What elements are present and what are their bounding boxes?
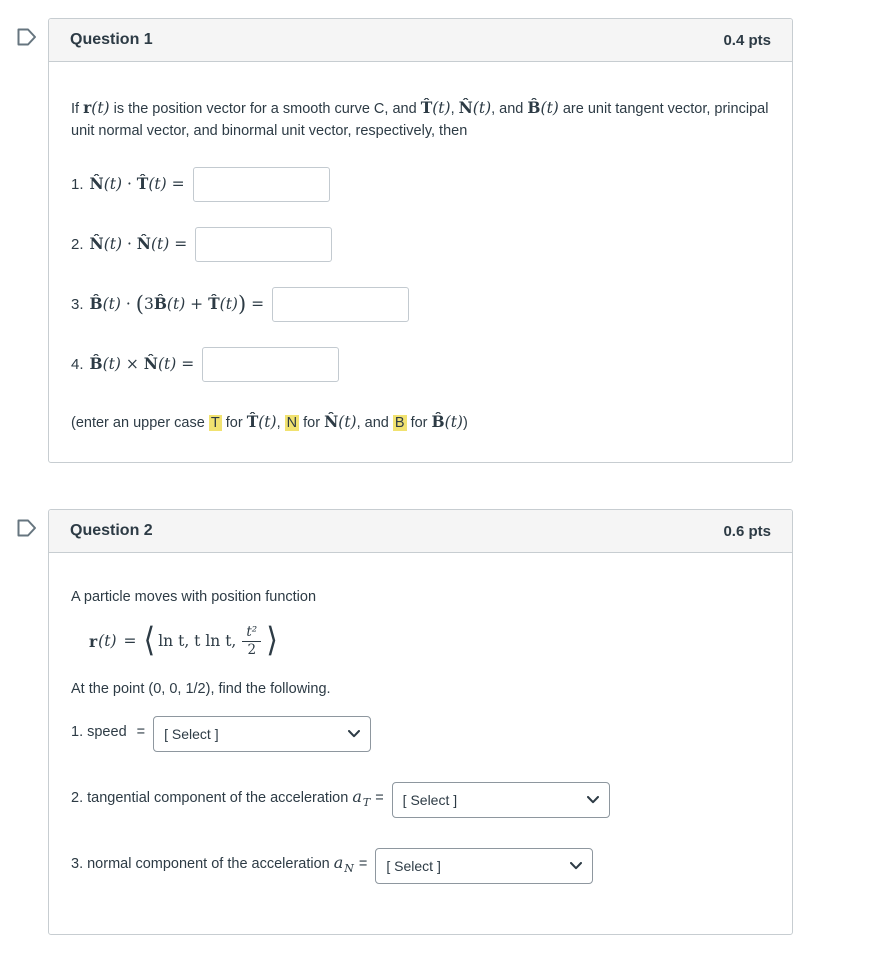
math-run: B̂	[89, 354, 103, 374]
question-2-header	[49, 510, 792, 553]
math-run: (t)	[166, 295, 186, 314]
normal-acceleration-label	[71, 845, 367, 887]
question-1-item-2	[71, 227, 770, 262]
text-run: 2. tangential component of the acceleration	[71, 789, 349, 806]
highlighted-B: B	[394, 414, 405, 431]
question-2-text: A particle moves with position function	[71, 589, 317, 605]
text-run: (enter an upper case	[71, 414, 209, 431]
text-run: 3. normal component of the acceleration	[71, 855, 330, 872]
math-run: =	[169, 235, 188, 254]
math-run: T̂	[136, 174, 149, 194]
item-1-expression	[71, 174, 185, 194]
text-run: for	[406, 414, 432, 431]
text-run: ,	[276, 414, 285, 431]
bookmark-question2-icon[interactable]	[16, 518, 38, 541]
math-run: N̂	[143, 354, 158, 374]
answer-format-note	[71, 412, 770, 431]
item-4-expression	[71, 354, 194, 374]
math-run: 3	[143, 295, 154, 314]
math-run: T̂	[246, 411, 259, 431]
question-2-card	[48, 509, 793, 935]
math-run: B̂	[89, 294, 103, 314]
math-arg: (t)	[98, 632, 117, 650]
question-1-item-4	[71, 347, 770, 382]
tangential-acceleration-select-wrap	[392, 782, 610, 818]
math-vector-T: T̂	[420, 98, 433, 117]
question-1-card	[48, 18, 793, 463]
normal-acceleration-select[interactable]	[375, 848, 593, 884]
math-run: (t)	[103, 175, 123, 194]
math-vector-r: r	[89, 631, 98, 651]
item-2-expression	[71, 234, 187, 254]
bookmark-question1-icon[interactable]	[16, 27, 38, 50]
math-run: ×	[120, 355, 144, 374]
item-3-expression	[71, 292, 264, 316]
math-run: B̂	[431, 411, 445, 431]
math-run: (t)	[258, 412, 277, 431]
text-run: , and	[491, 101, 528, 117]
math-run: ·	[122, 175, 137, 194]
close-angle-bracket: ⟩	[266, 620, 278, 661]
open-paren: (	[135, 292, 144, 317]
text-run: 1. speed	[71, 724, 127, 740]
math-run: (t)	[219, 295, 238, 314]
question-points: 0.4 pts	[723, 31, 771, 49]
fraction-numerator: t²	[242, 624, 261, 641]
math-arg: (t)	[540, 99, 559, 117]
highlighted-N: N	[286, 414, 298, 431]
math-subscript: T	[362, 795, 371, 809]
item-number: 2.	[71, 236, 84, 254]
math-var: a	[333, 852, 344, 872]
math-run: =	[166, 175, 185, 194]
speed-label	[71, 713, 145, 755]
math-vector-r: r	[83, 98, 92, 117]
normal-acceleration-select-wrap	[375, 848, 593, 884]
question-1-body	[49, 62, 792, 463]
answer-input-q1-2[interactable]	[195, 227, 332, 262]
tangential-acceleration-select[interactable]	[392, 782, 610, 818]
highlighted-T: T	[210, 414, 220, 431]
math-vector-B: B̂	[527, 98, 541, 117]
question-title: Question 1	[70, 31, 153, 48]
math-run: =	[246, 295, 265, 314]
text-run: are unit tangent vector, principal unit normal vector, and binormal unit vector, respectively, then	[71, 101, 769, 140]
question-title: Question 2	[70, 522, 153, 539]
equals-sign: =	[136, 724, 146, 740]
math-run: +	[185, 295, 209, 314]
answer-input-q1-4[interactable]	[202, 347, 339, 382]
speed-select[interactable]	[153, 716, 371, 752]
open-angle-bracket: ⟨	[143, 620, 156, 661]
math-run: ·	[120, 295, 136, 314]
question-1-text	[71, 96, 770, 143]
math-run: (t)	[102, 295, 121, 314]
item-number: 4.	[71, 356, 84, 374]
math-run: N̂	[89, 234, 104, 254]
math-run: B̂	[153, 294, 167, 314]
math-arg: (t)	[91, 99, 110, 117]
answer-input-q1-1[interactable]	[193, 167, 330, 202]
math-run: T̂	[208, 294, 220, 314]
question-1-item-3	[71, 287, 770, 322]
math-run: (t)	[338, 412, 357, 431]
fraction	[242, 624, 261, 657]
equals-sign: =	[375, 789, 384, 806]
text-run: )	[462, 414, 468, 431]
text-run: , and	[356, 414, 393, 431]
text-run: is the position vector for a smooth curve C, and	[109, 101, 421, 117]
math-run: (t)	[150, 235, 170, 254]
question-2-item-3	[71, 845, 770, 887]
math-run: (t)	[444, 412, 463, 431]
question-1-item-1	[71, 167, 770, 202]
question-1-header	[49, 19, 792, 62]
point-instruction: At the point (0, 0, 1/2), find the following.	[71, 681, 331, 697]
question-2-item-1	[71, 713, 770, 755]
close-paren: )	[237, 292, 247, 317]
math-run: =	[176, 355, 195, 374]
math-run: N̂	[89, 174, 104, 194]
text-run: ,	[450, 101, 459, 117]
math-run: N̂	[324, 411, 339, 431]
math-run: (t)	[148, 175, 167, 194]
equals-sign: =	[123, 632, 137, 650]
flag-icon	[16, 27, 38, 47]
question-points: 0.6 pts	[723, 522, 771, 540]
math-arg: (t)	[432, 99, 451, 117]
math-run: ·	[122, 235, 137, 254]
position-function-formula	[89, 617, 770, 665]
speed-select-wrap	[153, 716, 371, 752]
item-number: 1.	[71, 176, 84, 194]
math-run: (t)	[157, 355, 177, 374]
math-vector-N: N̂	[458, 98, 473, 117]
flag-icon	[16, 518, 38, 538]
answer-input-q1-3[interactable]	[272, 287, 409, 322]
math-var: a	[352, 786, 362, 806]
math-run: (t)	[102, 355, 121, 374]
text-run: If	[71, 101, 84, 117]
math-run: N̂	[136, 234, 151, 254]
text-run: for	[299, 414, 325, 431]
item-number: 3.	[71, 296, 84, 314]
math-subscript: N	[344, 861, 354, 875]
text-run: for	[221, 414, 247, 431]
fraction-denominator: 2	[247, 641, 257, 658]
math-run: (t)	[103, 235, 123, 254]
math-arg: (t)	[472, 99, 492, 117]
equals-sign: =	[358, 855, 368, 872]
tangential-acceleration-label	[71, 779, 384, 821]
question-2-item-2	[71, 779, 770, 821]
question-2-body	[49, 553, 792, 929]
vector-components: ln t, t ln t,	[158, 632, 237, 650]
